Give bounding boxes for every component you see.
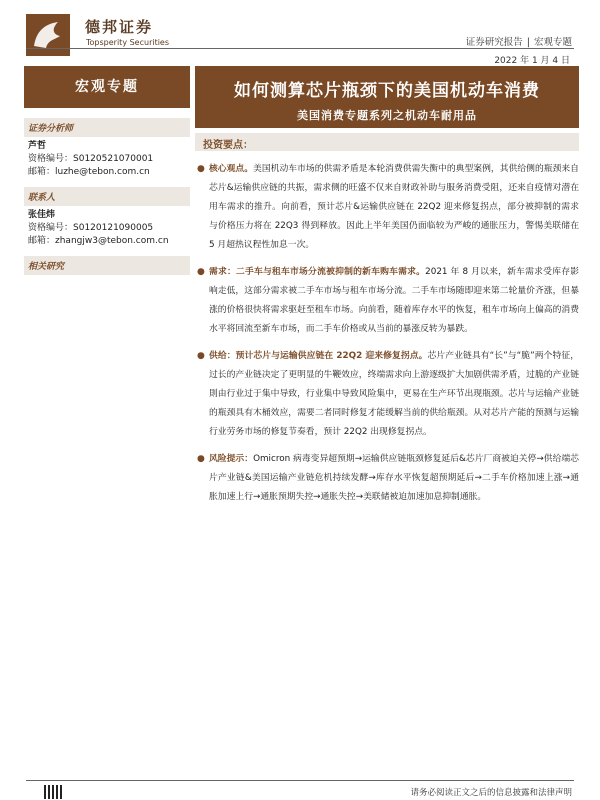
point-lead: 供给：预计芯片与运输供应链在 22Q2 迎来修复拐点。 (209, 351, 428, 361)
bullet-icon: ● (197, 164, 205, 174)
investment-points-heading: 投资要点： (195, 133, 579, 151)
contact-info (24, 206, 190, 248)
brand-logo-icon (26, 14, 70, 56)
point-text: 芯片产业链具有“长”与“脆”两个特征，过长的产业链决定了更明显的牛鞭效应，终端需求向上游逐级扩大加剧供需矛盾，过脆的产业链則由行业过于集中导致，行业集中导致风险集中，更易在生产环节出现瓶颈。芯片与运输产业链的瓶颈具有木桶效应，需要二者同时修复才能缓解当前的供给瓶颈。从对芯片产能的预测与运输行业劳务市场的修复节奏看，预计 22Q2 出现修复拐点。 (209, 351, 580, 437)
report-category: 宏观专题 (533, 37, 572, 48)
contact-name: 张佳炜 (28, 210, 56, 220)
contact-email[interactable]: 邮箱：zhangjw3@tebon.com.cn (28, 236, 169, 246)
analyst-email[interactable]: 邮箱：luzhe@tebon.com.cn (28, 167, 150, 177)
title-banner (195, 66, 579, 128)
point-lead: 风险提示： (209, 454, 254, 464)
qr-code-icon (44, 785, 62, 799)
point-risk (195, 450, 579, 507)
investment-points (195, 160, 579, 507)
point-supply (195, 347, 579, 442)
report-date: 2022 年 1 月 4 日 (494, 56, 570, 66)
report-title: 如何测算芯片瓶颈下的美国机动车消费 (234, 81, 540, 101)
footer-divider (26, 780, 574, 781)
point-core-view (195, 160, 579, 255)
sidebar (24, 118, 190, 275)
report-type: 证券研究报告 (465, 37, 523, 48)
contact-cert: 资格编号：S0120121090005 (28, 223, 154, 233)
analyst-cert: 资格编号：S0120521070001 (28, 154, 154, 164)
brand-name-en: Topsperity Securities (86, 38, 170, 47)
analyst-heading: 证券分析师 (24, 118, 190, 137)
analyst-name: 芦哲 (28, 141, 47, 151)
analyst-info (24, 137, 190, 179)
section-banner: 宏观专题 (24, 66, 190, 108)
point-text: 美国机动车市场的供需矛盾是本轮消费供需失衡中的典型案例，其供给侧的瓶颈来自芯片&运输供应链的共振，需求侧的旺盛不仅来自财政补助与服务消费受阻，还来自疫情对潜在用车需求的推升。向前看，预计芯片&运输供应链在 22Q2 迎来修复拐点，部分被抑制的需求与价格压力将在 22Q3 得到释放。因此上半年美国仍面临较为严峻的通胀压力，警惕美联储在 5 月超热议程性加息一次。 (209, 164, 579, 250)
point-text: 2021 年 8 月以来，新车需求受库存影响走低，这部分需求被二手车市场与租车市场分流。二手车市场随即迎来第二轮量价齐涨，但暴涨的价格很快将需求驱赶至租车市场。向前看，随着库存水平的恢复，租车市场向上偏高的消费水平将回流至新车市场，而二手车价格或从当前的暴涨反转为暴跌。 (209, 267, 579, 334)
bullet-icon: ● (197, 267, 205, 277)
contact-heading: 联系人 (24, 187, 190, 206)
point-demand (195, 263, 579, 339)
point-text: Omicron 病毒变异超预期→运输供应链瓶颈修复延后&芯片厂商被迫关停→供给端芯片产业链&美国运输产业链危机持续发酵→库存水平恢复超预期延后→二手车价格加速上涨→通胀加速上行→通胀预期失控→通胀失控→美联储被迫加速加息抑制通胀。 (209, 454, 579, 502)
point-lead: 核心观点。 (209, 164, 254, 174)
report-subtitle: 美国消费专题系列之机动车耐用品 (297, 109, 477, 122)
point-lead: 需求：二手车与租车市场分流被抑制的新车购车需求。 (209, 267, 426, 277)
bullet-icon: ● (197, 351, 205, 361)
bullet-icon: ● (197, 454, 205, 464)
tag-separator: | (526, 37, 530, 48)
disclaimer-note: 请务必阅读正文之后的信息披露和法律声明 (410, 788, 572, 798)
brand-name: 德邦证券 (85, 18, 154, 36)
related-research-heading: 相关研究 (24, 256, 190, 275)
report-tags (466, 34, 572, 48)
header-divider (26, 48, 574, 49)
